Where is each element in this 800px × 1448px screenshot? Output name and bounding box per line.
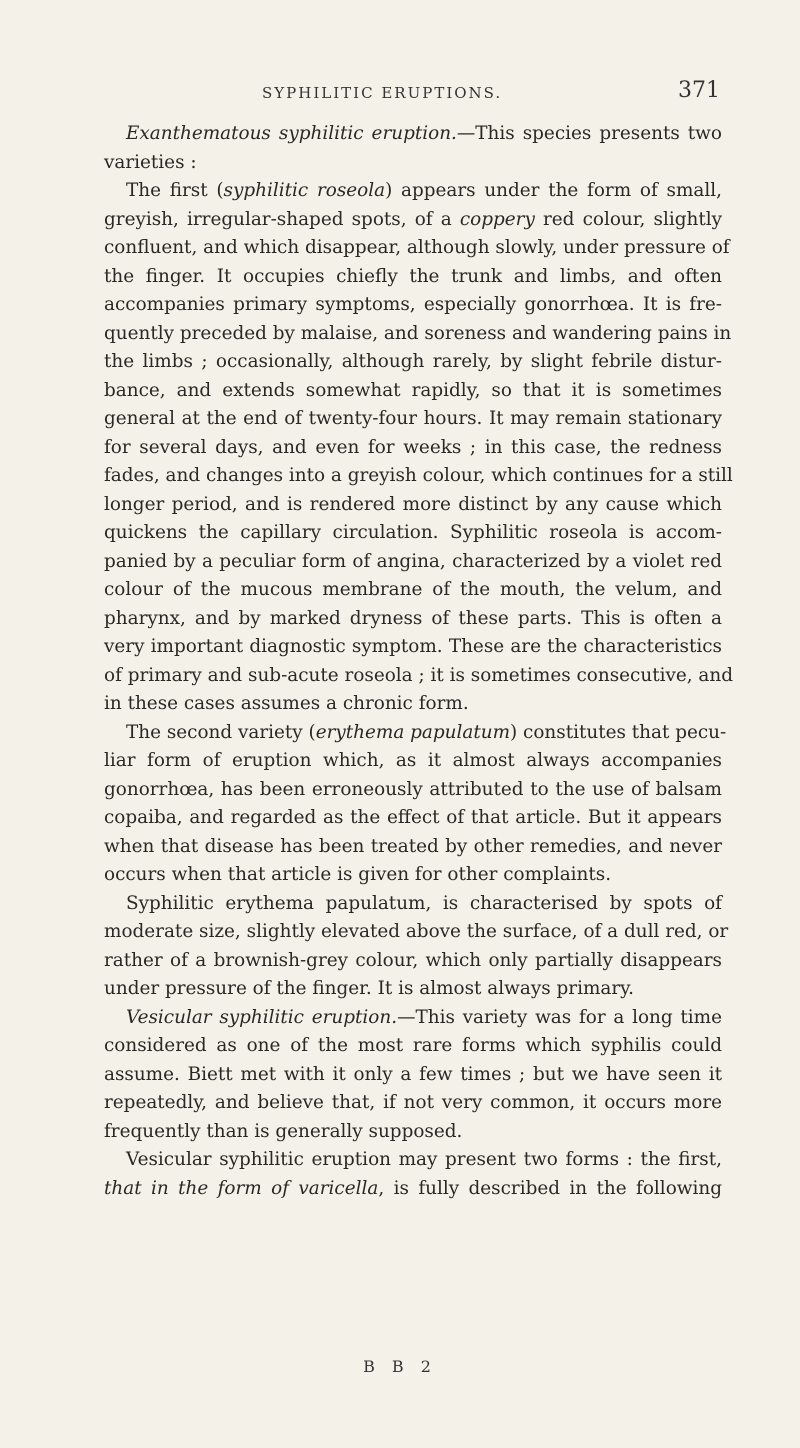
text-line: occurs when that article is given for other complaints. — [104, 864, 612, 885]
text-line: in these cases assumes a chronic form. — [104, 693, 469, 714]
text-line: moderate size, slightly elevated above the surface, of a dull red, or — [104, 921, 729, 942]
text-line: longer period, and is rendered more distinct by any cause which — [104, 493, 722, 515]
text-line: The second variety (erythema papulatum) constitutes that pecu- — [126, 721, 727, 743]
body-text — [104, 120, 734, 1203]
text-line: quently preceded by malaise, and soreness and wandering pains in — [104, 322, 732, 344]
text-line: gonorrhœa, has been erroneously attributed to the use of balsam — [104, 778, 722, 800]
running-head: SYPHILITIC ERUPTIONS. — [262, 84, 503, 102]
text-line: Syphilitic erythema papulatum, is characterised by spots of — [126, 892, 722, 914]
text-line: the finger. It occupies chiefly the trunk and limbs, and often — [104, 265, 722, 287]
text-line: repeatedly, and believe that, if not very common, it occurs more — [104, 1092, 722, 1113]
page-header — [104, 78, 720, 118]
text-line: The first (syphilitic roseola) appears under the form of small, — [126, 180, 722, 201]
text-line: colour of the mucous membrane of the mouth, the velum, and — [104, 579, 722, 600]
text-line: for several days, and even for weeks ; in this case, the redness — [104, 436, 722, 458]
text-line: accompanies primary symptoms, especially gonorrhœa. It is fre- — [104, 294, 722, 315]
text-line: general at the end of twenty-four hours. It may remain stationary — [104, 408, 722, 429]
text-line: Exanthematous syphilitic eruption.—This species presents two — [126, 123, 722, 144]
text-line: when that disease has been treated by other remedies, and never — [104, 835, 722, 857]
text-line: panied by a peculiar form of angina, characterized by a violet red — [104, 550, 722, 572]
text-line: that in the form of varicella, is fully described in the following — [104, 1177, 723, 1199]
text-line: bance, and extends somewhat rapidly, so that it is sometimes — [104, 379, 722, 401]
text-line: assume. Biett met with it only a few times ; but we have seen it — [104, 1063, 722, 1085]
text-line: quickens the capillary circulation. Syphilitic roseola is accom- — [104, 522, 722, 543]
section-heading-vesicular: Vesicular syphilitic eruption. — [126, 1006, 398, 1028]
text-line: copaiba, and regarded as the effect of that article. But it appears — [104, 807, 722, 828]
text-line: fades, and changes into a greyish colour, which continues for a still — [104, 465, 733, 486]
text-line: greyish, irregular-shaped spots, of a coppery red colour, slightly — [104, 208, 722, 230]
text-line: pharynx, and by marked dryness of these parts. This is often a — [104, 607, 722, 629]
text-line: frequently than is generally supposed. — [104, 1120, 463, 1142]
text-line: rather of a brownish-grey colour, which only partially disappears — [104, 949, 722, 971]
text-line: under pressure of the finger. It is almost always primary. — [104, 978, 634, 999]
text-line: liar form of eruption which, as it almost always accompanies — [104, 750, 722, 771]
text-line: considered as one of the most rare forms which syphilis could — [104, 1035, 722, 1056]
text-line: of primary and sub-acute roseola ; it is sometimes consecutive, and — [104, 664, 734, 686]
signature-mark: B B 2 — [363, 1357, 437, 1376]
text-line: Vesicular syphilitic eruption may present two forms : the first, — [126, 1149, 722, 1170]
text-line: the limbs ; occasionally, although rarely, by slight febrile distur- — [104, 351, 722, 372]
text-line: Vesicular syphilitic eruption.—This variety was for a long time — [126, 1006, 722, 1028]
text-line: varieties : — [104, 151, 197, 173]
section-heading-exanthematous: Exanthematous syphilitic eruption. — [126, 123, 457, 144]
text-line: very important diagnostic symptom. These are the characteristics — [104, 636, 722, 657]
page-number: 371 — [678, 78, 720, 103]
text-line: confluent, and which disappear, although slowly, under pressure of — [104, 237, 730, 258]
